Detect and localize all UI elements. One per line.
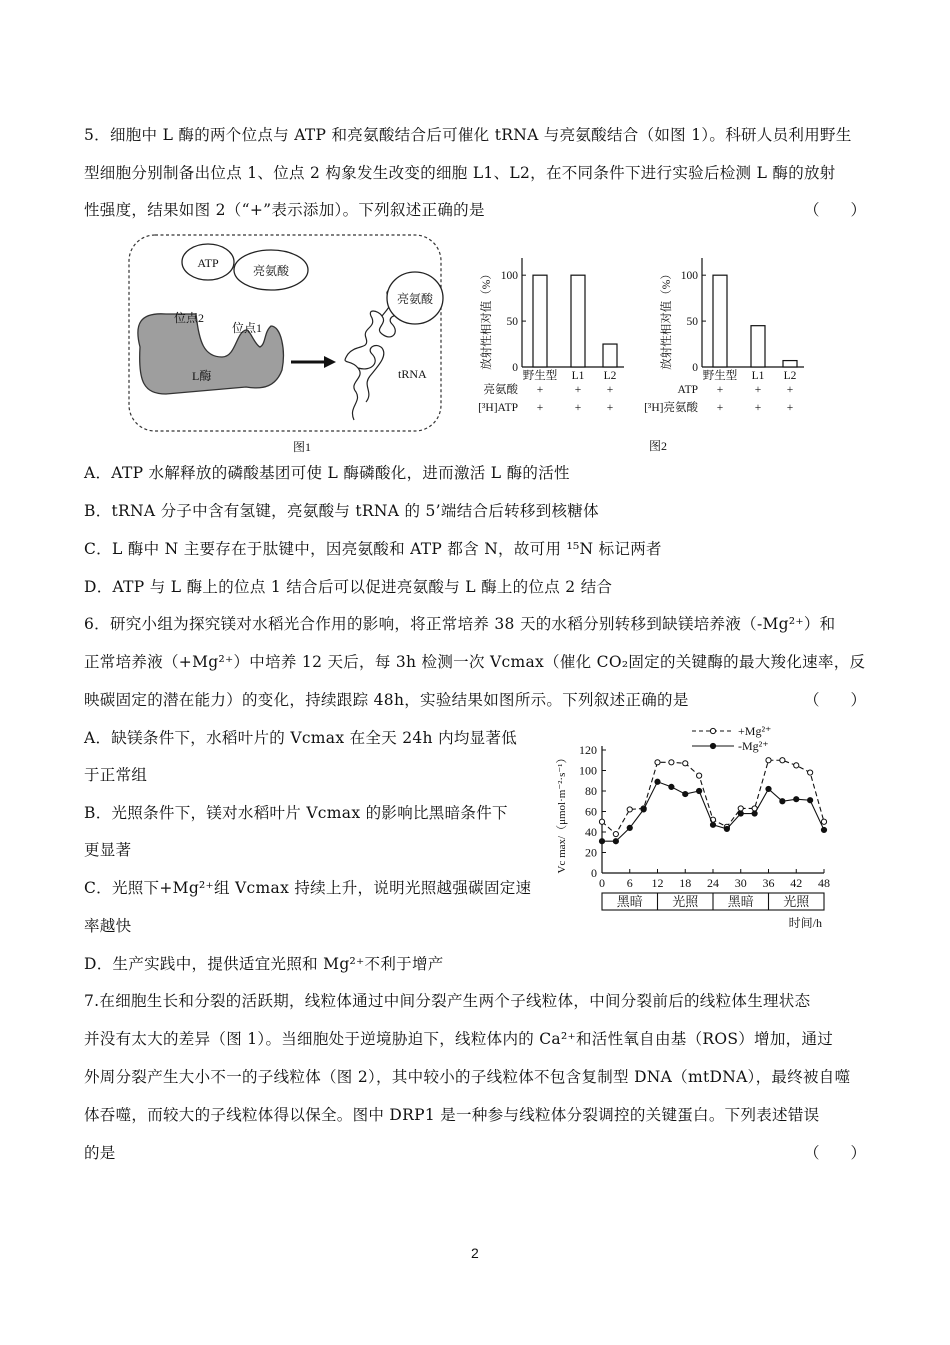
fig2a-bar (603, 344, 617, 367)
q5-stem-line-3: 性强度，结果如图 2（“+”表示添加）。下列叙述正确的是 (84, 201, 485, 219)
q5-figure-2-chart-a (456, 244, 636, 420)
vcmax-data-point (683, 791, 688, 796)
trna-label: tRNA (398, 367, 427, 381)
fig2b-category-label: 野生型 (702, 370, 738, 382)
vcmax-y-axis-title: Vc max/（μmol·m⁻²·s⁻¹） (556, 752, 568, 874)
vcmax-data-point (599, 839, 604, 844)
vcmax-legend-label: -Mg²⁺ (738, 739, 769, 753)
q6-option-b-line-1: B．光照条件下，镁对水稻叶片 Vcmax 的影响比黑暗条件下 (84, 804, 508, 822)
q6-vcmax-chart (552, 718, 842, 948)
vcmax-data-point (738, 806, 743, 811)
page-number: 2 (471, 1245, 479, 1261)
q5-option-c: C．L 酶中 N 主要存在于肽键中，因亮氨酸和 ATP 都含 N，故可用 ¹⁵N 标记两者 (84, 540, 662, 558)
vcmax-y-tick-label: 20 (585, 845, 597, 860)
fig2a-condition-mark: + (536, 384, 544, 396)
figure-1-caption: 图1 (293, 440, 312, 454)
fig2a-y-tick-label: 50 (506, 316, 518, 329)
q6-option-b-line-2: 更显著 (84, 841, 132, 859)
q5-figure-2-chart-b (636, 244, 826, 420)
vcmax-data-point (794, 763, 799, 768)
vcmax-y-tick-label: 100 (579, 763, 597, 778)
vcmax-data-point (794, 797, 799, 802)
fig2a-condition-label: [³H]ATP (478, 402, 518, 414)
fig2b-condition-mark: + (786, 384, 794, 396)
fig2a-condition-mark: + (574, 384, 582, 396)
fig2a-y-tick-label: 100 (500, 270, 518, 283)
band-label: 光照 (672, 894, 699, 909)
vcmax-data-point (738, 811, 743, 816)
vcmax-x-tick-label: 18 (679, 876, 692, 890)
site-2-label: 位点2 (174, 311, 205, 325)
fig2b-condition-label: ATP (677, 384, 698, 396)
vcmax-data-point (627, 825, 632, 830)
vcmax-y-tick-label: 80 (585, 784, 597, 798)
bound-leucine-label: 亮氨酸 (396, 292, 434, 306)
fig2b-condition-mark: + (754, 402, 762, 414)
q7-stem-line-5: 的是 (84, 1144, 116, 1162)
q5-stem-line-1: 5．细胞中 L 酶的两个位点与 ATP 和亮氨酸结合后可催化 tRNA 与亮氨酸结合（如图 1）。科研人员利用野生 (84, 126, 852, 144)
vcmax-x-tick-label: 42 (790, 876, 803, 890)
q6-stem-line-2: 正常培养液（+Mg²⁺）中培养 12 天后，每 3h 检测一次 Vcmax（催化 CO₂固定的关键酶的最大羧化速率，反 (84, 653, 866, 671)
q6-option-c-line-1: C．光照下+Mg²⁺组 Vcmax 持续上升，说明光照越强碳固定速 (84, 879, 532, 897)
vcmax-data-point (752, 811, 757, 816)
fig2b-y-tick-label: 50 (686, 316, 698, 329)
l-enzyme-label: L酶 (192, 369, 212, 383)
band-label: 黑暗 (727, 894, 754, 909)
q6-option-c-line-2: 率越快 (84, 917, 132, 935)
vcmax-data-point (780, 799, 785, 804)
vcmax-data-point (821, 827, 826, 832)
vcmax-x-tick-label: 36 (762, 876, 775, 890)
fig2b-y-axis-title: 放射性相对值（%） (661, 268, 673, 370)
vcmax-data-point (808, 770, 813, 775)
vcmax-data-point (697, 788, 702, 793)
fig2a-category-label: L2 (603, 370, 617, 382)
fig2b-y-tick-label: 0 (692, 362, 698, 374)
vcmax-data-point (766, 786, 771, 791)
vcmax-data-point (780, 758, 785, 763)
vcmax-data-point (613, 831, 618, 836)
vcmax-data-point (724, 826, 729, 831)
vcmax-x-tick-label: 48 (818, 876, 830, 890)
vcmax-series-line (602, 782, 824, 841)
vcmax-legend-marker (710, 728, 715, 733)
vcmax-x-tick-label: 6 (626, 876, 633, 890)
fig2a-category-label: L1 (571, 370, 585, 382)
q5-stem-line-2: 型细胞分别制备出位点 1、位点 2 构象发生改变的细胞 L1、L2，在不同条件下进行实验后检测 L 酶的放射 (84, 164, 836, 182)
vcmax-y-tick-label: 0 (591, 866, 597, 880)
vcmax-data-point (766, 758, 771, 763)
fig2a-y-tick-label: 0 (512, 362, 518, 374)
vcmax-data-point (808, 798, 813, 803)
vcmax-data-point (669, 784, 674, 789)
q6-option-d: D．生产实践中，提供适宜光照和 Mg²⁺不利于增产 (84, 955, 444, 973)
vcmax-y-tick-label: 60 (585, 804, 597, 819)
band-label: 光照 (783, 894, 810, 909)
vcmax-x-tick-label: 30 (734, 876, 747, 890)
vcmax-data-point (683, 761, 688, 766)
q5-figure-1 (126, 232, 446, 434)
q6-answer-blank: （ ） (804, 691, 867, 709)
fig2b-bar (751, 326, 765, 367)
q7-stem-line-3: 外周分裂产生大小不一的子线粒体（图 2），其中较小的子线粒体不包含复制型 DNA（mtDNA），最终被自噬 (84, 1068, 851, 1086)
q7-answer-blank: （ ） (804, 1144, 867, 1162)
vcmax-x-tick-label: 0 (599, 876, 605, 890)
vcmax-x-tick-label: 12 (651, 876, 664, 890)
q5-answer-blank: （ ） (804, 201, 867, 219)
vcmax-y-tick-label: 120 (579, 743, 597, 757)
fig2b-condition-mark: + (786, 402, 794, 414)
fig2b-category-label: L1 (751, 370, 765, 382)
q6-stem-line-3: 映碳固定的潜在能力）的变化，持续跟踪 48h，实验结果如图所示。下列叙述正确的是 (84, 691, 689, 709)
atp-label: ATP (197, 256, 219, 270)
vcmax-data-point (627, 807, 632, 812)
fig2b-condition-mark: + (754, 384, 762, 396)
fig2b-condition-mark: + (716, 402, 724, 414)
fig2a-bar (571, 275, 585, 367)
vcmax-data-point (669, 760, 674, 765)
vcmax-x-tick-label: 24 (707, 876, 719, 890)
site-1-label: 位点1 (232, 321, 263, 335)
vcmax-data-point (599, 819, 604, 824)
vcmax-data-point (655, 760, 660, 765)
q5-option-d: D．ATP 与 L 酶上的位点 1 结合后可以促进亮氨酸与 L 酶上的位点 2 结合 (84, 578, 613, 596)
fig2a-condition-label: 亮氨酸 (483, 384, 518, 396)
vcmax-y-tick-label: 40 (585, 825, 597, 839)
vcmax-data-point (821, 819, 826, 824)
q7-stem-line-1: 7.在细胞生长和分裂的活跃期，线粒体通过中间分裂产生两个子线粒体，中间分裂前后的线粒体生理状态 (84, 992, 811, 1010)
fig2b-bar (783, 361, 797, 367)
fig2a-bar (533, 275, 547, 367)
figure-2-caption: 图2 (649, 439, 668, 453)
q6-option-a-line-1: A．缺镁条件下，水稻叶片的 Vcmax 在全天 24h 内均显著低 (84, 729, 518, 747)
fig2b-category-label: L2 (783, 370, 797, 382)
vcmax-data-point (655, 779, 660, 784)
fig2b-condition-label: [³H]亮氨酸 (644, 402, 698, 414)
vcmax-x-axis-title: 时间/h (788, 916, 822, 930)
band-label: 黑暗 (616, 894, 643, 909)
fig2a-condition-mark: + (574, 402, 582, 414)
fig2b-y-tick-label: 100 (680, 270, 698, 283)
q6-option-a-line-2: 于正常组 (84, 766, 148, 784)
q7-stem-line-2: 并没有太大的差异（图 1）。当细胞处于逆境胁迫下，线粒体内的 Ca²⁺和活性氧自由基（ROS）增加，通过 (84, 1030, 834, 1048)
q7-stem-line-4: 体吞噬，而较大的子线粒体得以保全。图中 DRP1 是一种参与线粒体分裂调控的关键蛋白。下列表述错误 (84, 1106, 820, 1124)
vcmax-data-point (613, 839, 618, 844)
vcmax-legend-marker (710, 743, 715, 748)
leucine-label: 亮氨酸 (252, 264, 290, 278)
q5-option-b: B．tRNA 分子中含有氢键，亮氨酸与 tRNA 的 5’端结合后转移到核糖体 (84, 502, 599, 520)
vcmax-legend-label: +Mg²⁺ (738, 724, 772, 738)
fig2a-condition-mark: + (606, 402, 614, 414)
fig2a-condition-mark: + (606, 384, 614, 396)
arrow-head (324, 356, 336, 368)
vcmax-data-point (710, 822, 715, 827)
fig2b-condition-mark: + (716, 384, 724, 396)
vcmax-data-point (641, 807, 646, 812)
fig2a-y-axis-title: 放射性相对值（%） (481, 268, 493, 370)
fig2a-category-label: 野生型 (522, 370, 558, 382)
fig2b-bar (713, 275, 727, 367)
q5-option-a: A．ATP 水解释放的磷酸基团可使 L 酶磷酸化，进而激活 L 酶的活性 (84, 464, 570, 482)
q6-stem-line-1: 6．研究小组为探究镁对水稻光合作用的影响，将正常培养 38 天的水稻分别转移到缺镁培养液（-Mg²⁺）和 (84, 615, 836, 633)
vcmax-data-point (697, 773, 702, 778)
fig2a-condition-mark: + (536, 402, 544, 414)
